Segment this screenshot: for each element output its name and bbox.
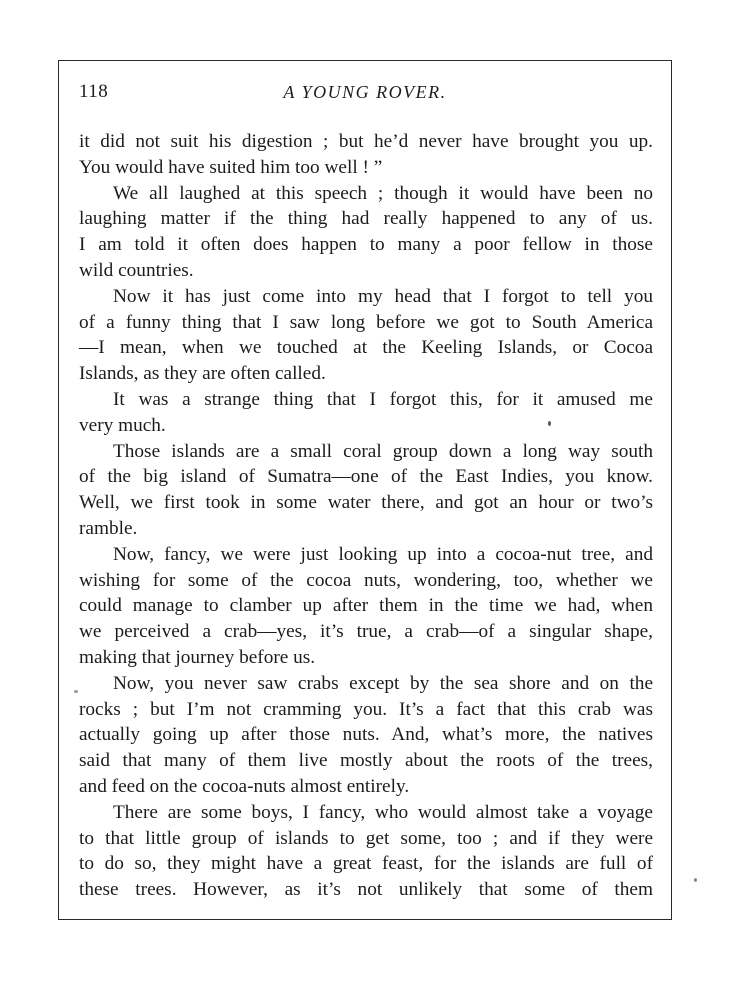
text-line: I am told it often does happen to many a poor fellow in those xyxy=(79,234,653,256)
text-line: Well, we first took in some water there, and got an hour or two’s xyxy=(79,492,653,514)
text-line: Now, you never saw crabs except by the sea shore and on the xyxy=(113,672,653,694)
text-line: We all laughed at this speech ; though it would have been no xyxy=(113,182,653,204)
text-line: of the big island of Sumatra—one of the East Indies, you know. xyxy=(79,466,653,488)
running-head: A YOUNG ROVER. xyxy=(283,82,447,102)
body-text xyxy=(79,129,653,903)
scan-speck xyxy=(74,690,78,693)
text-line: these trees. However, as it’s not unlikely that some of them xyxy=(79,879,653,901)
text-line: actually going up after those nuts. And, what’s more, the natives xyxy=(79,724,653,746)
text-line: very much. xyxy=(79,414,166,436)
text-line: rocks ; but I’m not cramming you. It’s a fact that this crab was xyxy=(79,698,653,720)
text-line: wishing for some of the cocoa nuts, wondering, too, whether we xyxy=(79,569,653,591)
scan-speck xyxy=(548,421,551,426)
text-line: could manage to clamber up after them in the time we had, when xyxy=(79,595,653,617)
scan-speck xyxy=(694,878,697,882)
text-line: and feed on the cocoa-nuts almost entirely. xyxy=(79,775,410,797)
text-line: it did not suit his digestion ; but he’d never have brought you up. xyxy=(79,131,653,152)
text-line: said that many of them live mostly about the roots of the trees, xyxy=(79,750,653,772)
text-line: There are some boys, I fancy, who would almost take a voyage xyxy=(113,801,653,823)
text-line: laughing matter if the thing had really happened to any of us. xyxy=(79,208,653,230)
text-line: of a funny thing that I saw long before we got to South America xyxy=(79,311,653,333)
text-line: Now, fancy, we were just looking up into a cocoa-nut tree, and xyxy=(113,543,653,565)
text-line: to do so, they might have a great feast, for the islands are full of xyxy=(79,853,653,875)
text-line: wild countries. xyxy=(79,259,194,281)
text-line: to that little group of islands to get some, too ; and if they were xyxy=(79,827,653,849)
text-line: ramble. xyxy=(79,517,138,539)
page-header xyxy=(79,81,651,111)
text-line: Those islands are a small coral group down a long way south xyxy=(113,440,653,462)
text-line: Islands, as they are often called. xyxy=(79,363,326,385)
text-line: we perceived a crab—yes, it’s true, a crab—of a singular shape, xyxy=(79,621,653,643)
page-number: 118 xyxy=(79,81,109,102)
text-line: You would have suited him too well ! ” xyxy=(79,156,383,178)
page-frame xyxy=(58,60,672,920)
text-line: Now it has just come into my head that I forgot to tell you xyxy=(113,285,653,307)
text-line: —I mean, when we touched at the Keeling Islands, or Cocoa xyxy=(79,337,653,359)
text-line: making that journey before us. xyxy=(79,646,316,668)
text-line: It was a strange thing that I forgot this, for it amused me xyxy=(113,388,653,410)
